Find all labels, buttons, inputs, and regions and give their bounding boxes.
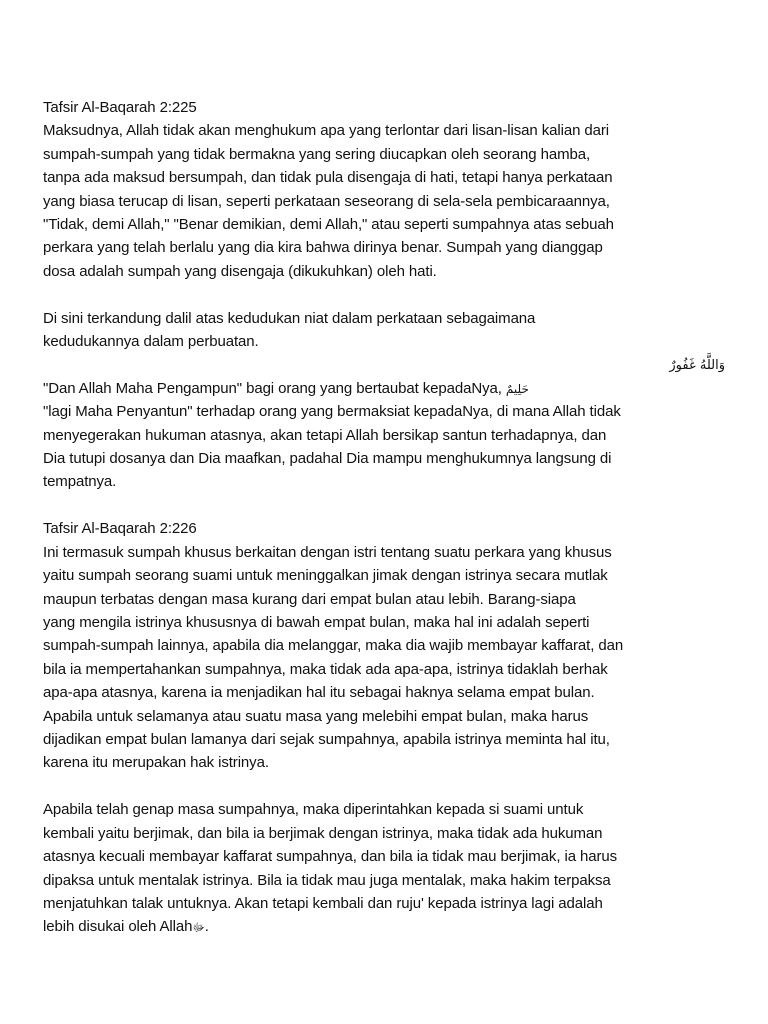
text-span: . [204,918,209,936]
text-line: dipaksa untuk mentalak istrinya. Bila ia tidak mau juga mentalak, maka hakim terpaksa [43,871,611,889]
text-line: apa-apa atasnya, karena ia menjadikan hal itu sebagai haknya selama empat bulan. [43,684,595,702]
text-span: "Dan Allah Maha Pengampun" bagi orang yang bertaubat kepadaNya, [43,379,506,397]
text-line: "lagi Maha Penyantun" terhadap orang yang bermaksiat kepadaNya, di mana Allah tidak [43,403,621,421]
text-line [43,377,733,400]
text-line: "Tidak, demi Allah," "Benar demikian, demi Allah," atau seperti sumpahnya atas sebuah [43,215,614,233]
text-line: kedudukannya dalam perbuatan. [43,333,259,351]
text-line: Apabila untuk selamanya atau suatu masa yang melebihi empat bulan, maka harus [43,707,589,725]
text-span: lebih disukai oleh Allah [43,918,193,936]
paragraph-2-225-intention [43,307,733,354]
text-line: yang biasa terucap di lisan, seperti perkataan seseorang di sela-sela pembicaraannya, [43,192,610,210]
section-heading-2-226: Tafsir Al-Baqarah 2:226 [43,520,197,538]
text-line: Dia tutupi dosanya dan Dia maafkan, padahal Dia mampu menghukumnya langsung di [43,450,612,468]
arabic-verse-fragment: وَاللَّهُ غَفُورٌ [669,357,725,373]
text-line: perkara yang telah berlalu yang dia kira bahwa dirinya benar. Sumpah yang dianggap [43,239,603,257]
text-line: dijadikan empat bulan lamanya dari sejak sumpahnya, apabila istrinya meminta hal itu, [43,730,610,748]
section-heading-2-225: Tafsir Al-Baqarah 2:225 [43,99,197,116]
text-line: Di sini terkandung dalil atas kedudukan niat dalam perkataan sebagaimana [43,309,536,327]
text-line: sumpah-sumpah lainnya, apabila dia melanggar, maka dia wajib membayar kaffarat, dan [43,637,624,655]
text-line: bila ia mempertahankan sumpahnya, maka tidak ada apa-apa, istrinya tidaklah berhak [43,660,608,678]
paragraph-2-225-meaning [43,119,733,283]
text-line: tanpa ada maksud bersumpah, dan tidak pula disengaja di hati, tetapi hanya perkataan [43,169,613,187]
text-line: karena itu merupakan hak istrinya. [43,754,269,772]
paragraph-gap [43,775,733,799]
paragraph-2-226-period [43,798,733,938]
text-line: tempatnya. [43,473,117,491]
document-page [43,96,733,939]
arabic-inline-word: حَلِيمٌ [505,381,529,396]
paragraph-2-225-forgiving [43,377,733,494]
text-line: maupun terbatas dengan masa kurang dari empat bulan atau lebih. Barang-siapa [43,590,576,608]
honorific-glyph: ﷻ [192,921,205,935]
paragraph-2-226-oath [43,541,733,775]
text-line: dosa adalah sumpah yang disengaja (dikukuhkan) oleh hati. [43,262,437,280]
text-line: Ini termasuk sumpah khusus berkaitan dengan istri tentang suatu perkara yang khusus [43,543,612,561]
paragraph-gap [43,283,733,307]
text-line: menjatuhkan talak untuknya. Akan tetapi kembali dan ruju' kepada istrinya lagi adalah [43,894,603,912]
text-line: yang mengila istrinya khususnya di bawah empat bulan, maka hal ini adalah seperti [43,614,590,631]
text-line: atasnya kecuali membayar kaffarat sumpahnya, dan bila ia tidak mau berjimak, ia harus [43,848,618,866]
paragraph-gap [43,494,733,518]
text-line: menyegerakan hukuman atasnya, akan tetapi Allah bersikap santun terhadapnya, dan [43,426,607,444]
text-line: sumpah-sumpah yang tidak bermakna yang sering diucapkan oleh seorang hamba, [43,145,591,163]
text-line: yaitu sumpah seorang suami untuk meninggalkan jimak dengan istrinya secara mutlak [43,567,608,585]
text-line [43,915,733,938]
text-line: kembali yaitu berjimak, dan bila ia berjimak dengan istrinya, maka tidak ada hukuman [43,824,603,842]
text-line: Apabila telah genap masa sumpahnya, maka diperintahkan kepada si suami untuk [43,801,584,819]
text-line: Maksudnya, Allah tidak akan menghukum apa yang terlontar dari lisan-lisan kalian dari [43,122,609,140]
